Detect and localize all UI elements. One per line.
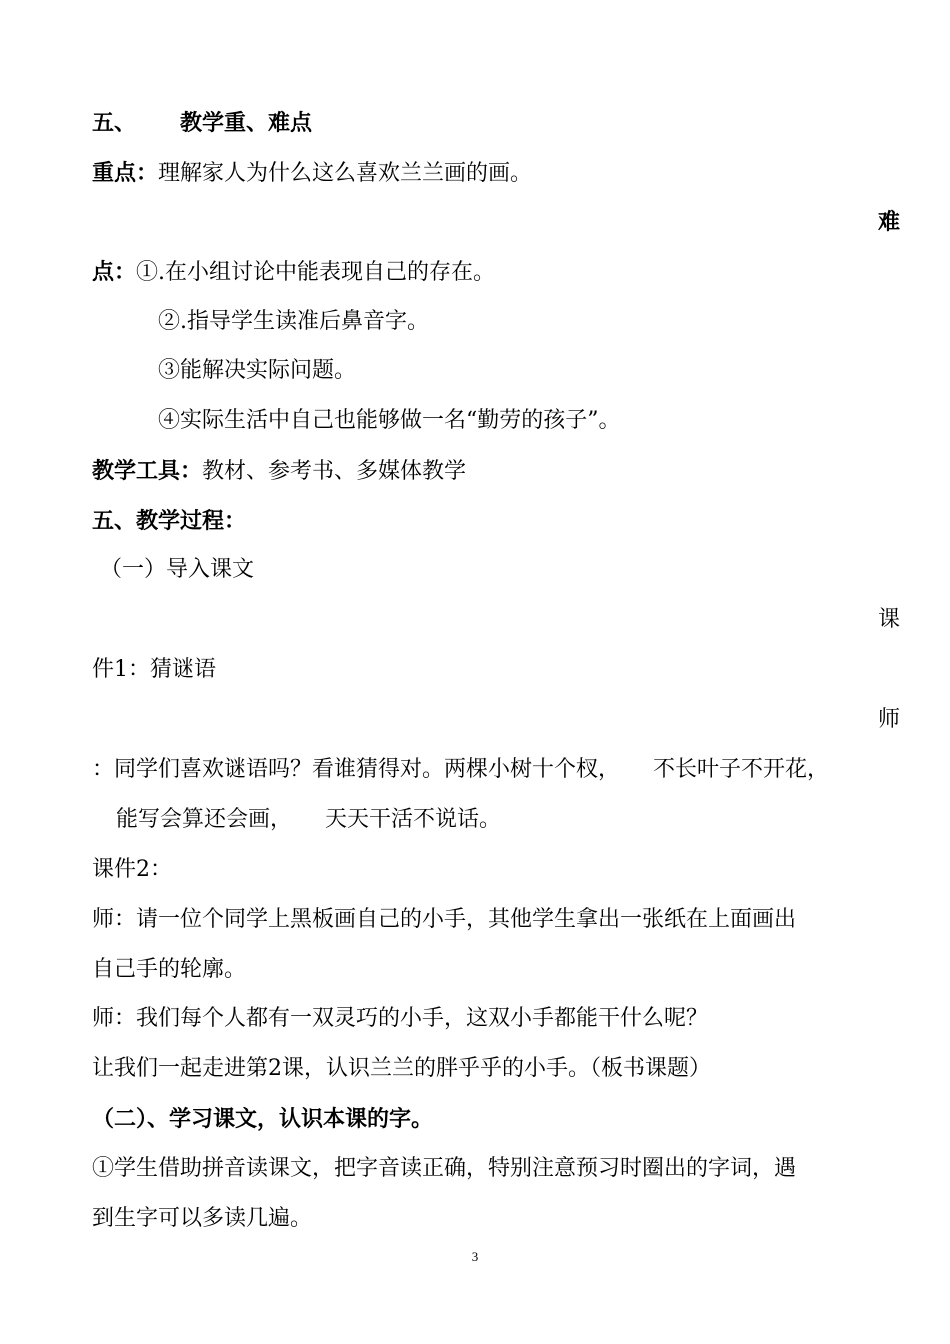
difficulty-label-part1: 难: [877, 209, 900, 235]
teacher3-line: 师：我们每个人都有一双灵巧的小手，这双小手都能干什么呢？: [92, 1006, 709, 1031]
tools-label: 教学工具：: [92, 458, 203, 484]
courseware1-part2: 件1：猜谜语: [92, 657, 216, 682]
section-heading-focus: [92, 108, 900, 138]
key-point-text: 理解家人为什么这么喜欢兰兰画的画。: [158, 161, 533, 186]
teacher1-riddle-line2: 能写会算还会画， 天天干活不说话。: [116, 807, 502, 832]
heading-number: 五、: [92, 110, 137, 136]
step1-line2: 到生字可以多读几遍。: [92, 1206, 313, 1231]
key-point-line: [92, 158, 900, 189]
process-heading: 五、教学过程：: [92, 508, 247, 534]
page-number: 3: [471, 1249, 479, 1264]
key-point-label: 重点：: [92, 160, 159, 186]
teacher2-line2: 自己手的轮廓。: [92, 957, 247, 982]
teacher1-part1: 师: [877, 707, 900, 732]
teacher2-line1: 师：请一位个同学上黑板画自己的小手，其他学生拿出一张纸在上面画出: [92, 907, 797, 932]
difficulty-line-1: [92, 257, 900, 288]
tools-line: [92, 456, 900, 487]
tools-text: 教材、参考书、多媒体教学: [202, 459, 467, 484]
heading-text: 教学重、难点: [180, 110, 313, 136]
part2-title: （二）、学习课文，认识本课的字。: [92, 1106, 434, 1132]
difficulty-item: ④实际生活中自己也能够做一名“勤劳的孩子”。: [158, 408, 621, 433]
intro-line: 让我们一起走进第2课，认识兰兰的胖乎乎的小手。（板书课题）: [92, 1056, 711, 1081]
step1-line1: ①学生借助拼音读课文，把字音读正确，特别注意预习时圈出的字词，遇: [92, 1156, 797, 1181]
part1-title: （一）导入课文: [100, 557, 255, 582]
difficulty-item: ②.指导学生读准后鼻音字。: [158, 309, 429, 334]
teacher1-riddle-line1: ：同学们喜欢谜语吗？看谁猜得对。两棵小树十个杈， 不长叶子不开花，: [92, 757, 830, 782]
difficulty-item: ③能解决实际问题。: [158, 358, 357, 383]
courseware1-part1: 课: [877, 607, 900, 632]
difficulty-item: ①.在小组讨论中能表现自己的存在。: [136, 260, 496, 285]
difficulty-label-part2: 点：: [92, 259, 137, 285]
courseware2: 课件2：: [92, 857, 172, 882]
